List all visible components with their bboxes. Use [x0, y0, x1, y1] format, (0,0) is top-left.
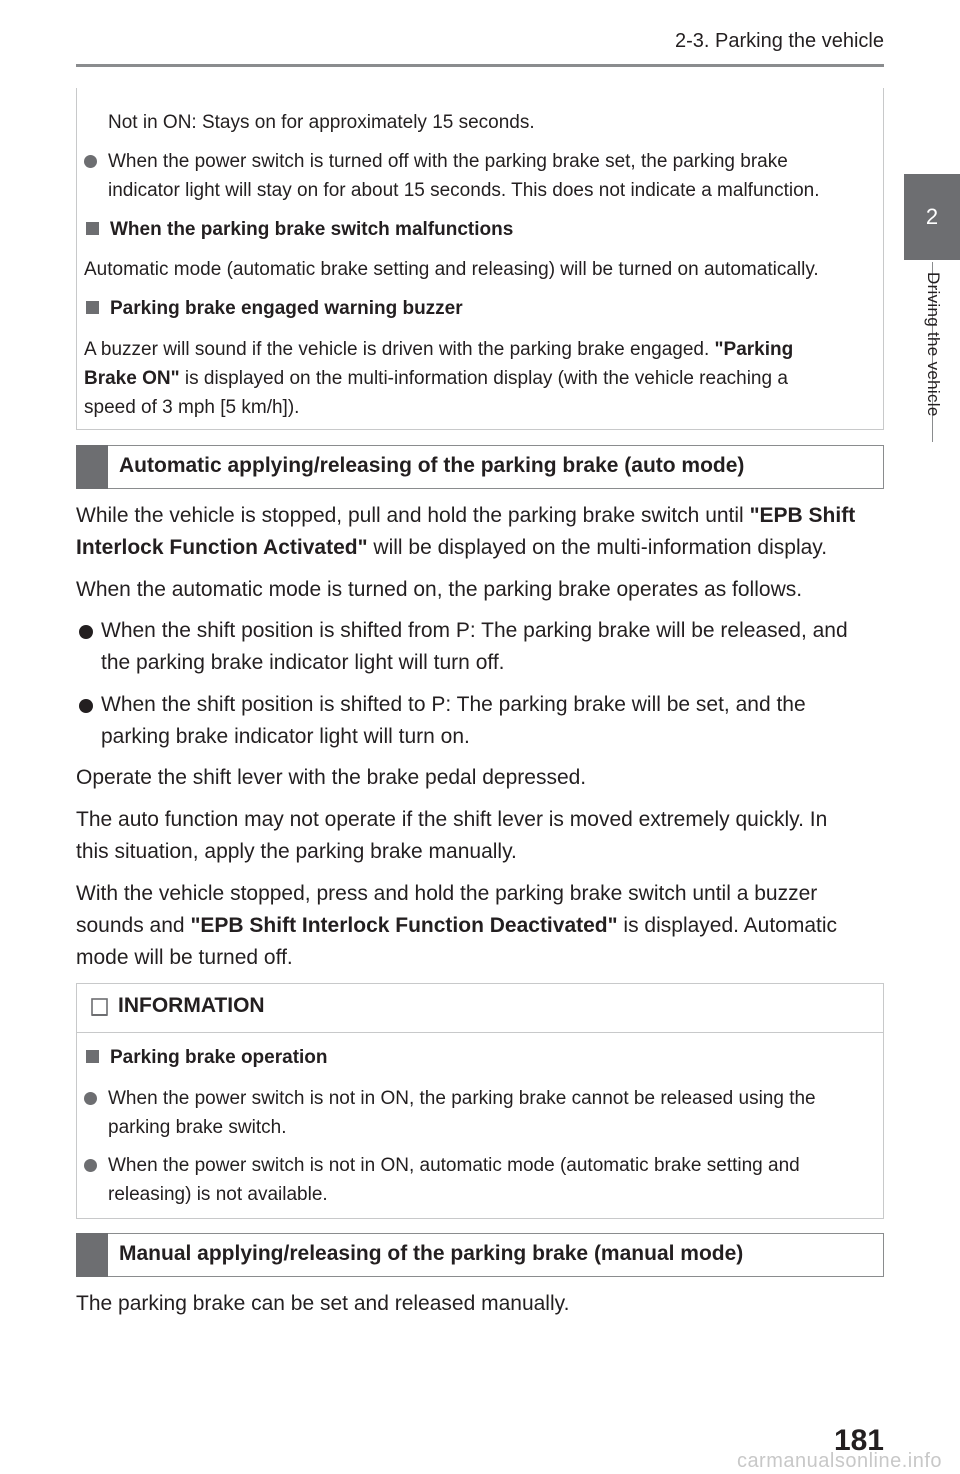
header-divider [76, 64, 884, 67]
section-heading-bar [76, 445, 884, 489]
bullet-icon [79, 625, 93, 639]
text-run: sounds and [76, 914, 191, 937]
paragraph: Operate the shift lever with the brake pedal depressed. [76, 766, 587, 789]
paragraph: speed of 3 mph [5 km/h]). [84, 397, 300, 418]
bullet-text: When the power switch is not in ON, the parking brake cannot be released using the [108, 1088, 816, 1109]
sub-heading: Parking brake engaged warning buzzer [110, 298, 463, 319]
paragraph: When the automatic mode is turned on, the parking brake operates as follows. [76, 578, 803, 601]
text-run-bold: "EPB Shift [749, 504, 856, 527]
info-divider [77, 1032, 883, 1033]
text-run-bold: Interlock Function Activated" [76, 536, 368, 559]
info-title: INFORMATION [118, 994, 265, 1017]
text-run: is displayed on the multi-information display (with the vehicle reaching a [179, 368, 788, 389]
paragraph: Automatic mode (automatic brake setting and releasing) will be turned on automatically. [84, 259, 819, 280]
paragraph [76, 532, 827, 564]
square-bullet-icon [86, 1050, 99, 1063]
chapter-tab [904, 174, 960, 260]
bullet-text: When the power switch is not in ON, automatic mode (automatic brake setting and [108, 1155, 800, 1176]
sub-heading: When the parking brake switch malfunctions [110, 219, 514, 240]
paragraph [76, 500, 855, 532]
paragraph [84, 364, 788, 393]
bullet-text: parking brake indicator light will turn on. [101, 725, 470, 748]
paragraph: mode will be turned off. [76, 946, 293, 969]
bullet-icon [84, 155, 97, 168]
section-heading: Automatic applying/releasing of the parking brake (auto mode) [119, 454, 745, 477]
note-icon [90, 997, 110, 1019]
page-number: 181 [833, 1424, 884, 1457]
section-heading-bar [76, 1233, 884, 1277]
square-bullet-icon [86, 301, 99, 314]
text-run-bold: Brake ON" [84, 368, 180, 389]
text-run: will be displayed on the multi-information display. [367, 536, 828, 559]
bullet-icon [79, 699, 93, 713]
paragraph [76, 910, 837, 942]
watermark: carmanualsonline.info [736, 1450, 942, 1472]
chapter-label: Driving the vehicle [924, 272, 943, 417]
text-run: is displayed. Automatic [617, 914, 838, 937]
chapter-number: 2 [925, 204, 939, 229]
bullet-text: When the power switch is turned off with the parking brake set, the parking brake [108, 151, 788, 172]
text-run-bold: "EPB Shift Interlock Function Deactivated" [190, 914, 618, 937]
text-run-bold: "Parking [714, 339, 794, 360]
paragraph: The auto function may not operate if the shift lever is moved extremely quickly. In [76, 808, 828, 831]
bullet-icon [84, 1092, 97, 1105]
bullet-text: When the shift position is shifted from P: The parking brake will be released, and [101, 619, 848, 642]
continued-line: Not in ON: Stays on for approximately 15 seconds. [108, 112, 535, 133]
paragraph [84, 335, 793, 364]
bullet-icon [84, 1159, 97, 1172]
paragraph: The parking brake can be set and released manually. [76, 1292, 570, 1315]
bullet-text: parking brake switch. [108, 1117, 287, 1138]
bullet-text: the parking brake indicator light will turn off. [101, 651, 505, 674]
section-tab [76, 445, 108, 489]
paragraph: this situation, apply the parking brake manually. [76, 840, 517, 863]
section-title: 2-3. Parking the vehicle [674, 30, 884, 52]
bullet-text: indicator light will stay on for about 15 seconds. This does not indicate a malfunction. [108, 180, 820, 201]
bullet-text: When the shift position is shifted to P: The parking brake will be set, and the [101, 693, 806, 716]
sub-heading: Parking brake operation [110, 1047, 328, 1068]
bullet-text: releasing) is not available. [108, 1184, 328, 1205]
square-bullet-icon [86, 222, 99, 235]
section-heading: Manual applying/releasing of the parking brake (manual mode) [119, 1242, 744, 1265]
paragraph: With the vehicle stopped, press and hold the parking brake switch until a buzzer [76, 882, 818, 905]
text-run: While the vehicle is stopped, pull and hold the parking brake switch until [76, 504, 750, 527]
text-run: A buzzer will sound if the vehicle is driven with the parking brake engaged. [84, 339, 715, 360]
section-tab [76, 1233, 108, 1277]
